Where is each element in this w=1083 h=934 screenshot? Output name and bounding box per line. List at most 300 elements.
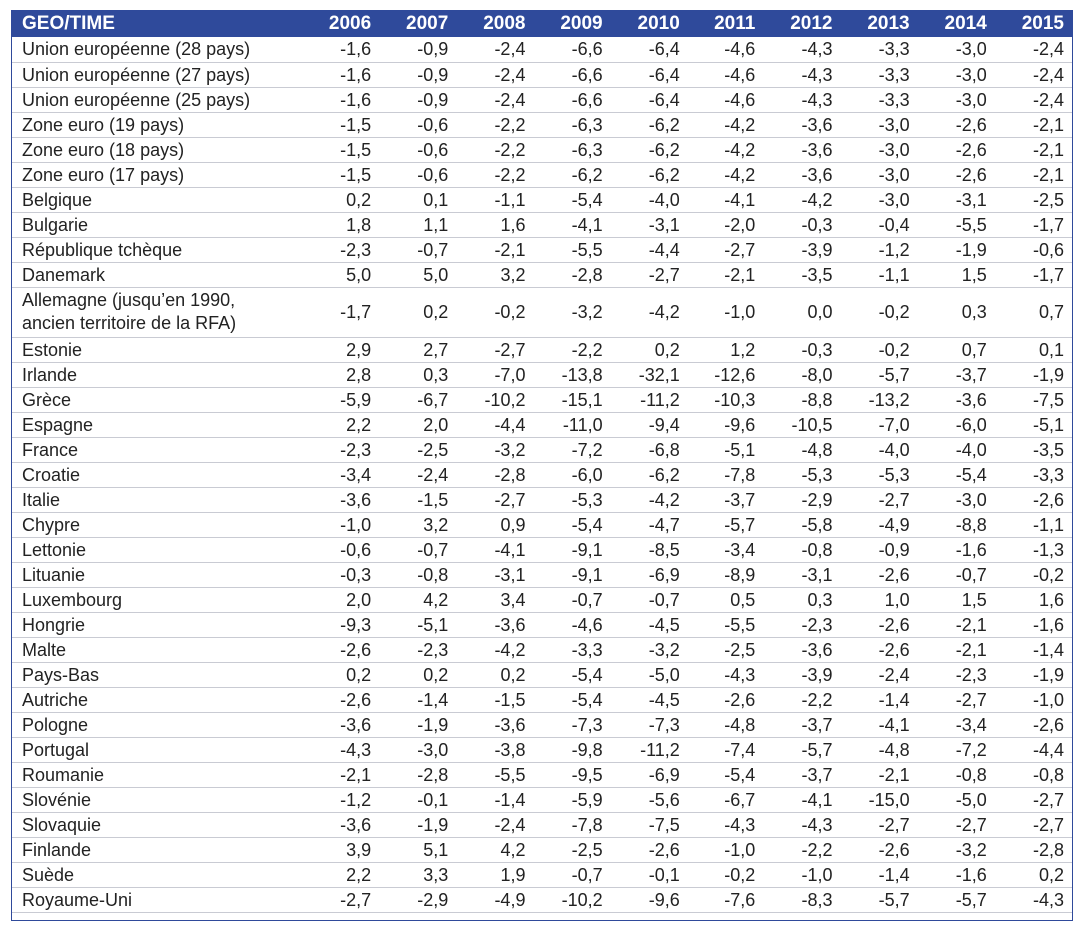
value-cell: -4,3: [763, 87, 840, 112]
table-row: [12, 112, 1072, 137]
value-cell: -6,6: [533, 87, 610, 112]
value-cell: -2,8: [379, 762, 456, 787]
value-cell: -0,7: [533, 862, 610, 887]
value-cell: -2,4: [995, 37, 1072, 62]
value-cell: -5,7: [840, 887, 917, 912]
value-cell: 3,4: [456, 587, 533, 612]
value-cell: 1,9: [456, 862, 533, 887]
value-cell: -4,3: [763, 37, 840, 62]
value-cell: -1,5: [302, 112, 379, 137]
value-cell: -10,2: [533, 887, 610, 912]
value-cell: -3,1: [918, 187, 995, 212]
value-cell: -1,9: [379, 812, 456, 837]
row-label: Slovaquie: [12, 812, 302, 837]
value-cell: -13,2: [840, 387, 917, 412]
row-label: Espagne: [12, 412, 302, 437]
value-cell: -4,3: [302, 737, 379, 762]
table-row: [12, 862, 1072, 887]
value-cell: -0,3: [302, 562, 379, 587]
value-cell: 2,0: [379, 412, 456, 437]
row-label: Estonie: [12, 337, 302, 362]
value-cell: -6,7: [379, 387, 456, 412]
value-cell: -4,4: [611, 237, 688, 262]
table-row: [12, 787, 1072, 812]
value-cell: -2,6: [611, 837, 688, 862]
value-cell: -5,5: [533, 237, 610, 262]
value-cell: -4,2: [611, 287, 688, 337]
value-cell: -3,0: [379, 737, 456, 762]
value-cell: 0,1: [995, 337, 1072, 362]
value-cell: -1,7: [995, 212, 1072, 237]
table-row: [12, 687, 1072, 712]
value-cell: -1,6: [302, 62, 379, 87]
value-cell: -2,6: [918, 137, 995, 162]
value-cell: 2,9: [302, 337, 379, 362]
row-label: France: [12, 437, 302, 462]
value-cell: -4,1: [456, 537, 533, 562]
row-label: Finlande: [12, 837, 302, 862]
value-cell: -1,6: [995, 612, 1072, 637]
value-cell: -6,4: [611, 62, 688, 87]
value-cell: 1,5: [918, 587, 995, 612]
table-row: [12, 612, 1072, 637]
value-cell: -6,9: [611, 762, 688, 787]
value-cell: -6,7: [688, 787, 764, 812]
value-cell: -0,1: [611, 862, 688, 887]
value-cell: -2,7: [456, 487, 533, 512]
row-label: Zone euro (17 pays): [12, 162, 302, 187]
value-cell: 0,9: [456, 512, 533, 537]
value-cell: -4,9: [840, 512, 917, 537]
value-cell: -2,5: [688, 637, 764, 662]
value-cell: -6,0: [533, 462, 610, 487]
value-cell: -4,2: [688, 112, 764, 137]
value-cell: -6,2: [611, 112, 688, 137]
value-cell: -1,0: [302, 512, 379, 537]
value-cell: -0,3: [763, 212, 840, 237]
value-cell: -11,0: [533, 412, 610, 437]
value-cell: -5,8: [763, 512, 840, 537]
value-cell: -5,3: [840, 462, 917, 487]
value-cell: -5,3: [763, 462, 840, 487]
value-cell: -1,9: [379, 712, 456, 737]
value-cell: -1,0: [688, 287, 764, 337]
table-row: [12, 62, 1072, 87]
value-cell: 2,2: [302, 862, 379, 887]
row-label: Croatie: [12, 462, 302, 487]
value-cell: -0,7: [918, 562, 995, 587]
row-label: [12, 287, 302, 337]
value-cell: -6,3: [533, 112, 610, 137]
value-cell: -3,1: [611, 212, 688, 237]
value-cell: -8,0: [763, 362, 840, 387]
value-cell: -3,3: [840, 37, 917, 62]
value-cell: -2,1: [302, 762, 379, 787]
table-row: [12, 762, 1072, 787]
row-label: Lettonie: [12, 537, 302, 562]
value-cell: -1,2: [302, 787, 379, 812]
value-cell: -0,8: [763, 537, 840, 562]
value-cell: -5,1: [995, 412, 1072, 437]
value-cell: -2,1: [995, 112, 1072, 137]
value-cell: -3,3: [533, 637, 610, 662]
value-cell: -6,2: [611, 462, 688, 487]
value-cell: -7,5: [995, 387, 1072, 412]
value-cell: 1,0: [840, 587, 917, 612]
row-label: République tchèque: [12, 237, 302, 262]
value-cell: -4,6: [688, 37, 764, 62]
value-cell: -0,6: [379, 137, 456, 162]
value-cell: 1,6: [456, 212, 533, 237]
value-cell: -3,0: [918, 62, 995, 87]
value-cell: -1,5: [302, 137, 379, 162]
value-cell: -2,6: [918, 112, 995, 137]
value-cell: -3,6: [302, 812, 379, 837]
value-cell: 0,2: [302, 187, 379, 212]
value-cell: -8,8: [918, 512, 995, 537]
value-cell: -2,6: [840, 562, 917, 587]
value-cell: -0,9: [379, 87, 456, 112]
value-cell: -6,6: [533, 37, 610, 62]
table-body: [12, 37, 1072, 912]
value-cell: -2,2: [456, 137, 533, 162]
table-row: [12, 587, 1072, 612]
row-label-line: ancien territoire de la RFA): [22, 313, 237, 333]
value-cell: -1,2: [840, 237, 917, 262]
value-cell: -2,8: [456, 462, 533, 487]
value-cell: -4,4: [995, 737, 1072, 762]
table-row: [12, 487, 1072, 512]
value-cell: -2,2: [763, 837, 840, 862]
value-cell: -2,4: [456, 812, 533, 837]
header-year: 2012: [790, 13, 833, 34]
value-cell: 2,8: [302, 362, 379, 387]
value-cell: -3,7: [918, 362, 995, 387]
value-cell: 4,2: [379, 587, 456, 612]
value-cell: 5,0: [302, 262, 379, 287]
value-cell: -2,5: [533, 837, 610, 862]
value-cell: -9,6: [688, 412, 764, 437]
value-cell: -4,7: [611, 512, 688, 537]
table-row: [12, 537, 1072, 562]
value-cell: -4,0: [840, 437, 917, 462]
value-cell: -5,4: [533, 687, 610, 712]
value-cell: -4,6: [688, 87, 764, 112]
value-cell: -2,6: [302, 687, 379, 712]
value-cell: -0,1: [379, 787, 456, 812]
value-cell: -2,7: [611, 262, 688, 287]
value-cell: -1,0: [763, 862, 840, 887]
value-cell: 0,3: [763, 587, 840, 612]
table-header-row: [12, 11, 1072, 37]
value-cell: -2,6: [840, 837, 917, 862]
value-cell: -0,4: [840, 212, 917, 237]
value-cell: -6,0: [918, 412, 995, 437]
value-cell: -3,4: [688, 537, 764, 562]
value-cell: -5,9: [533, 787, 610, 812]
value-cell: -1,4: [840, 862, 917, 887]
value-cell: -4,0: [611, 187, 688, 212]
value-cell: -3,2: [456, 437, 533, 462]
value-cell: -5,7: [840, 362, 917, 387]
value-cell: -0,2: [840, 337, 917, 362]
value-cell: -2,6: [840, 637, 917, 662]
value-cell: -5,0: [918, 787, 995, 812]
row-label: Union européenne (28 pays): [12, 37, 302, 62]
value-cell: 2,7: [379, 337, 456, 362]
value-cell: -3,0: [918, 37, 995, 62]
value-cell: -5,1: [688, 437, 764, 462]
value-cell: -1,6: [918, 862, 995, 887]
value-cell: -2,4: [456, 62, 533, 87]
value-cell: -6,2: [533, 162, 610, 187]
value-cell: -2,6: [995, 487, 1072, 512]
value-cell: -3,8: [456, 737, 533, 762]
value-cell: -5,4: [688, 762, 764, 787]
value-cell: -2,4: [995, 87, 1072, 112]
value-cell: -2,3: [763, 612, 840, 637]
row-label: Pays-Bas: [12, 662, 302, 687]
value-cell: 0,1: [379, 187, 456, 212]
value-cell: -11,2: [611, 387, 688, 412]
row-label: Danemark: [12, 262, 302, 287]
value-cell: 0,2: [995, 862, 1072, 887]
row-label: Suède: [12, 862, 302, 887]
header-year: 2015: [1021, 13, 1064, 34]
value-cell: -0,2: [840, 287, 917, 337]
table-row: [12, 512, 1072, 537]
value-cell: -1,5: [456, 687, 533, 712]
value-cell: -3,1: [763, 562, 840, 587]
deficit-table: [12, 11, 1072, 913]
header-year: 2011: [714, 13, 756, 34]
value-cell: 1,5: [918, 262, 995, 287]
value-cell: -0,7: [533, 587, 610, 612]
row-label: Irlande: [12, 362, 302, 387]
value-cell: -3,3: [840, 62, 917, 87]
value-cell: -1,5: [302, 162, 379, 187]
row-label: Italie: [12, 487, 302, 512]
value-cell: 0,7: [995, 287, 1072, 337]
value-cell: -1,0: [995, 687, 1072, 712]
value-cell: -2,1: [840, 762, 917, 787]
value-cell: -4,6: [688, 62, 764, 87]
row-label: Royaume-Uni: [12, 887, 302, 912]
value-cell: -4,2: [688, 162, 764, 187]
value-cell: -0,9: [840, 537, 917, 562]
value-cell: -0,6: [995, 237, 1072, 262]
value-cell: -2,1: [688, 262, 764, 287]
row-label: Malte: [12, 637, 302, 662]
value-cell: -3,2: [918, 837, 995, 862]
value-cell: -7,4: [688, 737, 764, 762]
value-cell: -3,6: [302, 712, 379, 737]
header-year: 2009: [560, 13, 603, 34]
value-cell: -4,3: [688, 812, 764, 837]
value-cell: -7,3: [533, 712, 610, 737]
row-label: Chypre: [12, 512, 302, 537]
value-cell: -3,7: [763, 762, 840, 787]
value-cell: -3,4: [302, 462, 379, 487]
data-table-frame: [11, 10, 1073, 921]
table-row: [12, 437, 1072, 462]
value-cell: -6,8: [611, 437, 688, 462]
table-row: [12, 337, 1072, 362]
value-cell: -1,6: [302, 87, 379, 112]
value-cell: -9,4: [611, 412, 688, 437]
value-cell: -15,1: [533, 387, 610, 412]
value-cell: 1,6: [995, 587, 1072, 612]
value-cell: -1,4: [379, 687, 456, 712]
value-cell: -6,9: [611, 562, 688, 587]
value-cell: -10,3: [688, 387, 764, 412]
value-cell: -1,1: [840, 262, 917, 287]
row-label: Slovénie: [12, 787, 302, 812]
value-cell: -2,1: [918, 612, 995, 637]
value-cell: -2,3: [302, 237, 379, 262]
value-cell: -2,6: [302, 637, 379, 662]
value-cell: -3,0: [840, 162, 917, 187]
value-cell: -4,2: [611, 487, 688, 512]
value-cell: -0,7: [611, 587, 688, 612]
value-cell: -0,2: [688, 862, 764, 887]
table-row: [12, 737, 1072, 762]
value-cell: -2,6: [918, 162, 995, 187]
value-cell: 0,2: [456, 662, 533, 687]
value-cell: -3,6: [456, 612, 533, 637]
value-cell: 0,5: [688, 587, 764, 612]
value-cell: -4,1: [533, 212, 610, 237]
value-cell: -3,6: [763, 162, 840, 187]
value-cell: -7,5: [611, 812, 688, 837]
value-cell: -2,7: [456, 337, 533, 362]
value-cell: -9,8: [533, 737, 610, 762]
value-cell: -7,8: [533, 812, 610, 837]
row-label: Bulgarie: [12, 212, 302, 237]
value-cell: -3,0: [918, 487, 995, 512]
value-cell: -7,2: [918, 737, 995, 762]
value-cell: -2,8: [533, 262, 610, 287]
value-cell: -6,4: [611, 37, 688, 62]
value-cell: -2,7: [840, 487, 917, 512]
header-year: 2013: [867, 13, 910, 34]
header-year: 2014: [944, 13, 987, 34]
table-row: [12, 662, 1072, 687]
value-cell: -5,6: [611, 787, 688, 812]
value-cell: -3,0: [918, 87, 995, 112]
value-cell: -2,2: [763, 687, 840, 712]
value-cell: -3,9: [763, 237, 840, 262]
value-cell: 3,2: [379, 512, 456, 537]
value-cell: -4,8: [763, 437, 840, 462]
value-cell: -1,7: [995, 262, 1072, 287]
value-cell: -2,7: [302, 887, 379, 912]
value-cell: -7,0: [840, 412, 917, 437]
value-cell: -3,7: [763, 712, 840, 737]
row-label: Grèce: [12, 387, 302, 412]
value-cell: -6,6: [533, 62, 610, 87]
value-cell: -7,6: [688, 887, 764, 912]
value-cell: -1,4: [840, 687, 917, 712]
value-cell: -0,7: [379, 237, 456, 262]
value-cell: -2,6: [995, 712, 1072, 737]
value-cell: -1,7: [302, 287, 379, 337]
value-cell: 3,2: [456, 262, 533, 287]
value-cell: -1,9: [995, 362, 1072, 387]
value-cell: 2,2: [302, 412, 379, 437]
value-cell: -4,3: [995, 887, 1072, 912]
value-cell: 1,2: [688, 337, 764, 362]
value-cell: -9,6: [611, 887, 688, 912]
value-cell: -2,1: [918, 637, 995, 662]
value-cell: -2,6: [688, 687, 764, 712]
value-cell: -2,7: [995, 787, 1072, 812]
value-cell: -2,4: [379, 462, 456, 487]
value-cell: -2,2: [456, 112, 533, 137]
header-year: 2010: [637, 13, 680, 34]
value-cell: -13,8: [533, 362, 610, 387]
row-label: Belgique: [12, 187, 302, 212]
value-cell: 2,0: [302, 587, 379, 612]
row-label: Autriche: [12, 687, 302, 712]
value-cell: -2,3: [379, 637, 456, 662]
value-cell: -2,5: [995, 187, 1072, 212]
value-cell: -4,3: [688, 662, 764, 687]
table-row: [12, 562, 1072, 587]
value-cell: -6,2: [611, 137, 688, 162]
value-cell: -4,2: [688, 137, 764, 162]
value-cell: -4,1: [763, 787, 840, 812]
value-cell: 0,2: [379, 662, 456, 687]
value-cell: -7,2: [533, 437, 610, 462]
table-row: [12, 262, 1072, 287]
value-cell: -1,0: [688, 837, 764, 862]
value-cell: -4,9: [456, 887, 533, 912]
value-cell: -5,4: [533, 187, 610, 212]
table-row: [12, 387, 1072, 412]
value-cell: -7,0: [456, 362, 533, 387]
value-cell: -4,1: [840, 712, 917, 737]
value-cell: -0,6: [379, 162, 456, 187]
row-label: Portugal: [12, 737, 302, 762]
value-cell: 5,0: [379, 262, 456, 287]
value-cell: -4,5: [611, 687, 688, 712]
value-cell: -4,2: [456, 637, 533, 662]
value-cell: -2,4: [456, 37, 533, 62]
value-cell: -3,3: [995, 462, 1072, 487]
value-cell: -5,7: [763, 737, 840, 762]
value-cell: -2,4: [995, 62, 1072, 87]
value-cell: -0,8: [995, 762, 1072, 787]
value-cell: -8,9: [688, 562, 764, 587]
value-cell: 0,3: [379, 362, 456, 387]
value-cell: 1,8: [302, 212, 379, 237]
value-cell: -4,6: [533, 612, 610, 637]
row-label: Lituanie: [12, 562, 302, 587]
value-cell: -5,9: [302, 387, 379, 412]
value-cell: -2,9: [763, 487, 840, 512]
value-cell: -1,4: [995, 637, 1072, 662]
value-cell: -32,1: [611, 362, 688, 387]
value-cell: -0,2: [995, 562, 1072, 587]
value-cell: -5,4: [533, 512, 610, 537]
value-cell: -8,8: [763, 387, 840, 412]
value-cell: 0,3: [918, 287, 995, 337]
value-cell: -2,3: [302, 437, 379, 462]
value-cell: -2,1: [995, 162, 1072, 187]
table-row: [12, 712, 1072, 737]
value-cell: -0,6: [302, 537, 379, 562]
